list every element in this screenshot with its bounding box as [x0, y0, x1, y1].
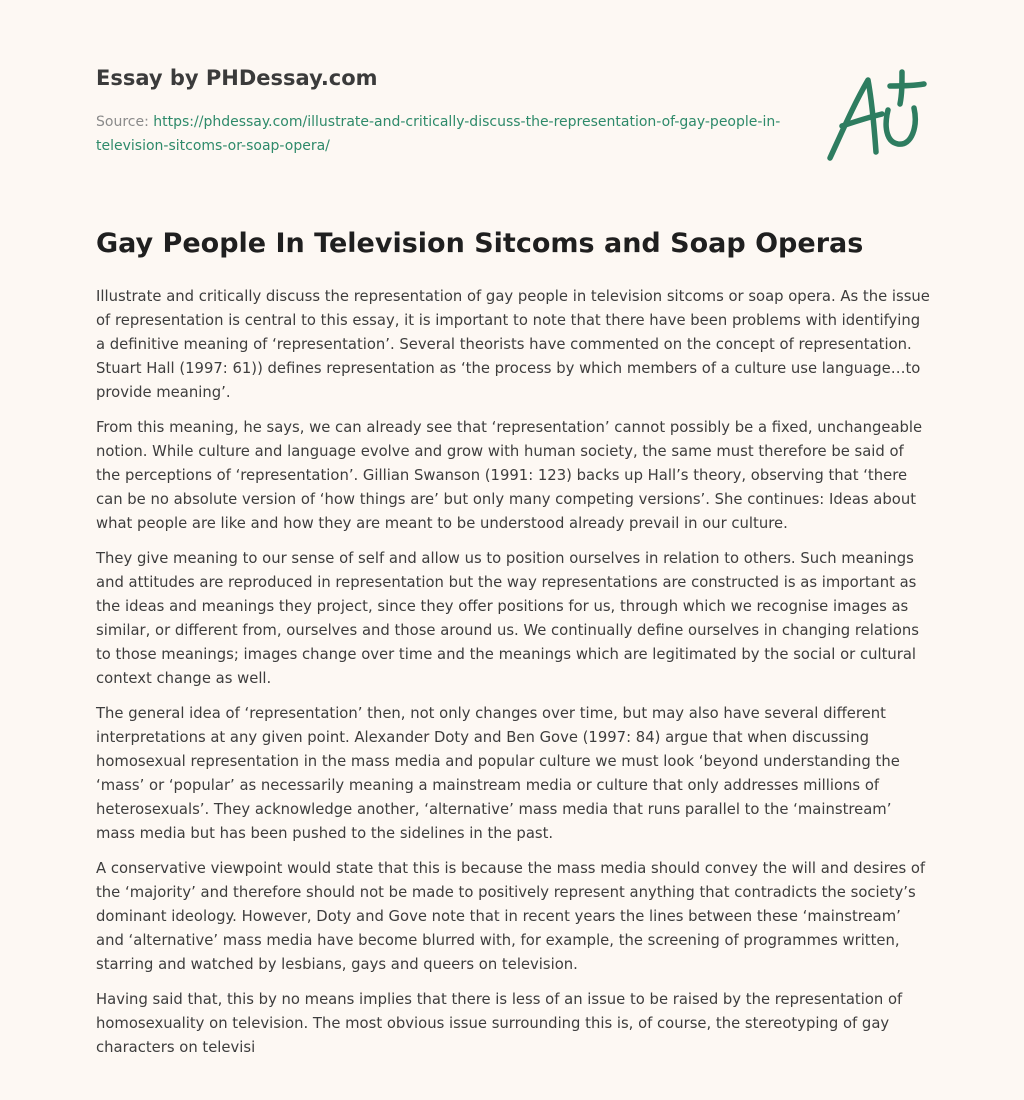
paragraph: From this meaning, he says, we can already see that ‘representation’ cannot possibly be a fixed, unchangeable notion. While culture and language evolve and grow with human society, the same must therefore be said of the perceptions of ‘representation’. Gillian Swanson (1991: 123) backs up Hall’s theory, observing that ‘there can be no absolute version of ‘how things are’ but only many competing versions’. She continues: Ideas about what people are like and how they are meant to be understood already prevail in our culture. [96, 419, 923, 532]
article-body [96, 285, 932, 1071]
paragraph: Having said that, this by no means implies that there is less of an issue to be raised by the representation of homosexuality on television. The most obvious issue surrounding this is, of course, the stereotyping of gay characters on televisi [96, 991, 903, 1056]
paragraph: Illustrate and critically discuss the representation of gay people in television sitcoms or soap opera. As the issue of representation is central to this essay, it is important to note that there have been problems with identifying a definitive meaning of ‘representation’. Several theorists have commented on the concept of representation. Stuart Hall (1997: 61)) defines representation as ‘the process by which members of a culture use language…to provide meaning’. [96, 288, 930, 401]
site-brand: Essay by PHDessay.com [96, 66, 378, 90]
paragraph: A conservative viewpoint would state that this is because the mass media should convey the will and desires of the ‘majority’ and therefore should not be made to positively represent anything that contradicts the society’s dominant ideology. However, Doty and Gove note that in recent years the lines between these ‘mainstream’ and ‘alternative’ mass media have become blurred with, for example, the screening of programmes written, starring and watched by lesbians, gays and queers on television. [96, 860, 926, 973]
source-link[interactable]: https://phdessay.com/illustrate-and-critically-discuss-the-representation-of-gay-people-in-television-sitcoms-or-soap-opera/ [96, 114, 781, 154]
paragraph: They give meaning to our sense of self and allow us to position ourselves in relation to others. Such meanings and attitudes are reproduced in representation but the way representations are constructed is as important as the ideas and meanings they project, since they offer positions for us, through which we recognise images as similar, or different from, ourselves and those around us. We continually define ourselves in changing relations to those meanings; images change over time and the meanings which are legitimated by the social or cultural context change as well. [96, 550, 919, 687]
a-plus-grade-icon [820, 64, 932, 168]
page-title: Gay People In Television Sitcoms and Soap Operas [96, 228, 864, 259]
source-line [96, 110, 796, 158]
source-label: Source: [96, 114, 154, 130]
page-header [96, 62, 796, 158]
paragraph: The general idea of ‘representation’ then, not only changes over time, but may also have several different interpretations at any given point. Alexander Doty and Ben Gove (1997: 84) argue that when discussing homosexual representation in the mass media and popular culture we must look ‘beyond understanding the ‘mass’ or ‘popular’ as necessarily meaning a mainstream media or culture that only addresses millions of heterosexuals’. They acknowledge another, ‘alternative’ mass media that runs parallel to the ‘mainstream’ mass media but has been pushed to the sidelines in the past. [96, 705, 900, 842]
